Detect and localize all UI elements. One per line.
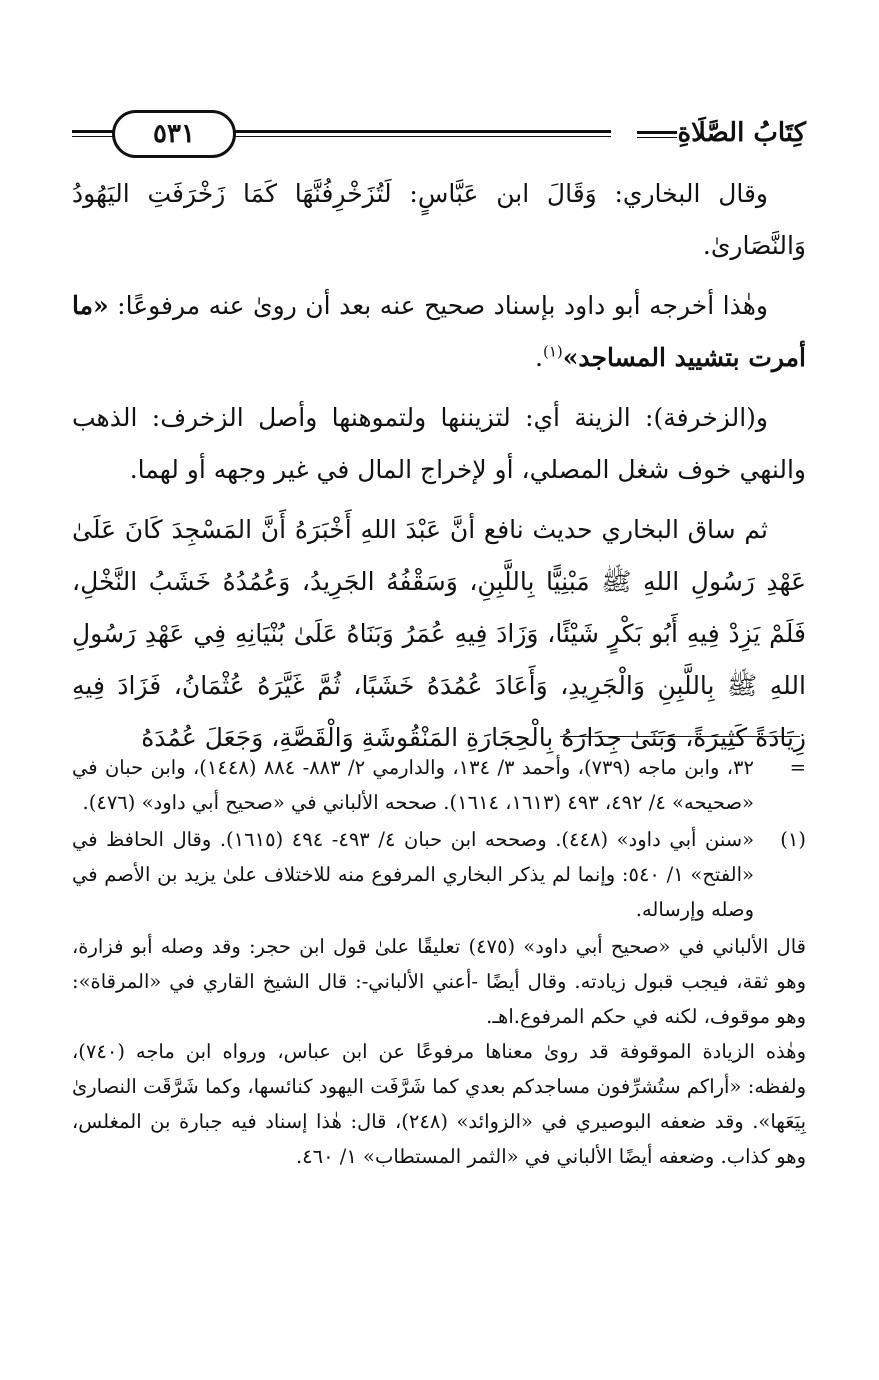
footnote-1 (72, 822, 806, 927)
footnotes (72, 750, 806, 1174)
footnote-text: ٣٢، وابن ماجه (٧٣٩)، وأحمد ٣/ ١٣٤، والدارمي ٢/ ٨٨٣- ٨٨٤ (١٤٤٨)، وابن حبان في «صحيحه» ٤/ ٤٩٢، ٤٩٣ (١٦١٣، ١٦١٤). صححه الألباني في «صحيح أبي داود» (٤٧٦). (72, 756, 754, 814)
footnote-continuation (72, 750, 806, 820)
paragraph-text: وهٰذا أخرجه أبو داود بإسناد صحيح عنه بعد أن روىٰ عنه مرفوعًا: (117, 291, 768, 320)
footnote-text: «سنن أبي داود» (٤٤٨). وصححه ابن حبان ٤/ ٤٩٣- ٤٩٤ (١٦١٥). وقال الحافظ في «الفتح» ١/ ٥٤٠: وإنما لم يذكر البخاري المرفوع منه للاختلاف علىٰ يزيد بن الأصم في وصله وإرساله. (72, 828, 754, 921)
hadith-quote: «ما أمرت بتشييد المساجد» (72, 291, 806, 372)
paragraph-nafi-hadith: ثم ساق البخاري حديث نافع أنَّ عَبْدَ اللهِ أَخْبَرَهُ أَنَّ المَسْجِدَ كَانَ عَلَىٰ عَهْدِ رَسُولِ اللهِ ﷺ مَبْنِيًّا بِاللَّبِنِ، وَسَقْفُهُ الجَرِيدُ، وَعُمُدُهُ خَشَبُ النَّخْلِ، فَلَمْ يَزِدْ فِيهِ أَبُو بَكْرٍ شَيْئًا، وَزَادَ فِيهِ عُمَرُ وَبَنَاهُ عَلَىٰ بُنْيَانِهِ فِي عَهْدِ رَسُولِ اللهِ ﷺ بِاللَّبِنِ وَالْجَرِيدِ، وَأَعَادَ عُمُدَهُ خَشَبًا، ثُمَّ غَيَّرَهُ عُثْمَانُ، فَزَادَ فِيهِ زِيَادَةً كَثِيرَةً، وَبَنَىٰ جِدَارَهُ بِالْحِجَارَةِ المَنْقُوشَةِ وَالْقَصَّةِ، وَجَعَلَ عُمُدَهُ (72, 515, 806, 752)
footnote-ref: (١) (542, 342, 563, 361)
title-ornament (637, 131, 677, 138)
footnote-text: وهٰذه الزيادة الموقوفة قد روىٰ معناها مرفوعًا عن ابن عباس، ورواه ابن ماجه (٧٤٠)، ولفظه: «أراكم ستُشرِّفون مساجدكم بعدي كما شَرَّفَت اليهود كنائسها، وكما شَرَّقَت النصارىٰ بِيَعَها». وقد ضعفه البوصيري في «الزوائد» (٢٤٨)، قال: هٰذا إسناد فيه جبارة بن المغلس، وهو كذاب. وضعفه أيضًا الألباني في «الثمر المستطاب» ١/ ٤٦٠. (72, 1040, 807, 1168)
footnote-1-paragraph-3 (72, 1034, 806, 1174)
main-text (72, 168, 806, 772)
footnote-marker: = (789, 756, 806, 779)
paragraph-end: . (535, 343, 543, 372)
footnote-marker: (١) (780, 828, 806, 851)
page-number: ٥٣١ (112, 110, 236, 158)
book-title-text: كِتَابُ الصَّلَاةِ (677, 118, 806, 148)
footnote-1-paragraph-2 (72, 929, 806, 1034)
footnote-text: قال الألباني في «صحيح أبي داود» (٤٧٥) تعليقًا علىٰ قول ابن حجر: وقد وصله أبو فزارة، وهو ثقة، فيجب قبول زيادته. وقال أيضًا -أعني الألباني-: قال الشيخ القاري في «المرقاة»: وهو موقوف، لكنه في حكم المرفوع.اهـ. (72, 935, 806, 1028)
book-title (611, 108, 806, 158)
page-header (72, 108, 806, 158)
paragraph-bukhari-quote: وقال البخاري: وَقَالَ ابن عَبَّاسٍ: لَتُزَخْرِفُنَّهَا كَمَا زَخْرَفَتِ اليَهُودُ وَالنَّصَارىٰ. (72, 179, 806, 260)
paragraph-abu-dawud (72, 280, 806, 384)
paragraph-zakhrafa: و(الزخرفة): الزينة أي: لتزيننها ولتموهنها وأصل الزخرف: الذهب والنهي خوف شغل المصلي، أو لإخراج المال في غير وجهه أو لهما. (72, 403, 806, 484)
footnote-separator (560, 736, 800, 737)
